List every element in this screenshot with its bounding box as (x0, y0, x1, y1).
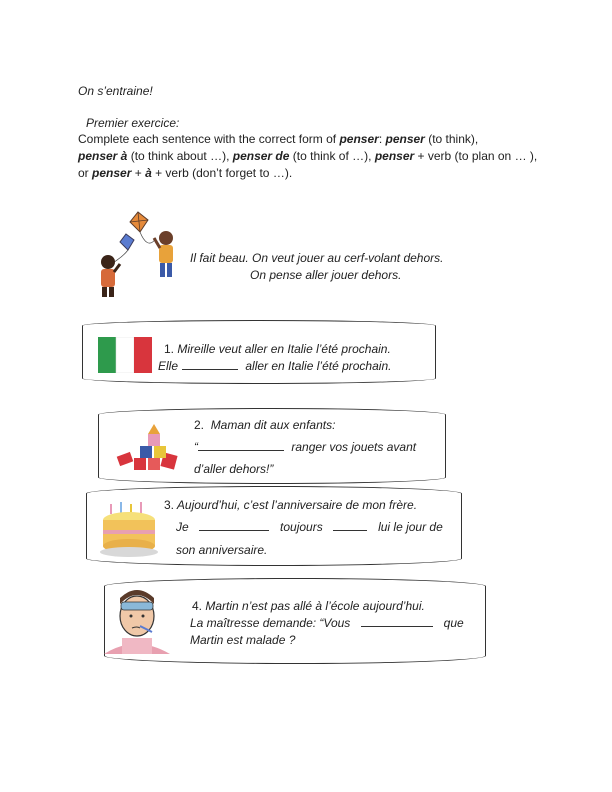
exercise-4-line-3: Martin est malade ? (190, 633, 296, 647)
exercise-3-line-1 (164, 498, 417, 513)
instr-text: or (78, 166, 93, 180)
exercise-1-subject: Elle (158, 359, 179, 373)
exercise-4-blank[interactable] (361, 616, 433, 627)
worksheet-title: On s’entraine! (78, 84, 153, 98)
exercise-3-adverb: toujours (280, 520, 323, 534)
exercise-2-line-3: d’aller dehors!” (194, 462, 274, 476)
instr-bold: penser (339, 132, 379, 146)
exercise-1-rest: aller en Italie l’été prochain. (245, 359, 392, 373)
exercise-1-line-1 (164, 342, 391, 357)
exercise-2-line-1 (194, 418, 335, 433)
instr-text: + verb (to plan on … ), (414, 149, 538, 163)
exercise-4-line-2 (190, 616, 464, 631)
exercise-2-rest: ranger vos jouets avant (291, 440, 417, 454)
instructions-line-1 (78, 132, 478, 147)
exercise-3-blank-1[interactable] (199, 520, 269, 531)
instr-text: : (378, 132, 386, 146)
exercise-4-sentence: Martin n’est pas allé à l’école aujourd’hui. (205, 599, 425, 613)
toy-blocks-icon (114, 424, 188, 472)
instr-text: (to think about …), (127, 149, 233, 163)
example-sentence-1: Il fait beau. On veut jouer au cerf-volant dehors. (190, 251, 444, 265)
kite-children-illustration (92, 208, 188, 300)
exercise-2-sentence: Maman dit aux enfants: (210, 418, 336, 432)
example-sentence-2: On pense aller jouer dehors. (250, 268, 402, 282)
exercise-2-quote-open: “ (194, 440, 198, 454)
instructions-line-2 (78, 149, 537, 164)
exercise-1-number: 1. (164, 342, 175, 356)
exercise-2-number: 2. (194, 418, 205, 432)
instr-text: (to think of …), (289, 149, 375, 163)
exercise-subtitle: Premier exercice: (86, 116, 180, 130)
exercise-3-number: 3. (164, 498, 175, 512)
exercise-4-number: 4. (192, 599, 203, 613)
instr-bold: à (145, 166, 152, 180)
exercise-2-blank[interactable] (198, 440, 284, 451)
italy-flag-icon (98, 337, 152, 373)
kite-icon (120, 234, 134, 250)
exercise-3-blank-2[interactable] (333, 520, 367, 531)
birthday-cake-icon (100, 502, 158, 558)
instr-bold: penser (385, 132, 425, 146)
exercise-3-sentence: Aujourd’hui, c’est l’anniversaire de mon frère. (176, 498, 418, 512)
exercise-1-blank[interactable] (182, 359, 238, 370)
exercise-4-prompt: La maîtresse demande: “Vous (190, 616, 351, 630)
exercise-2-line-2 (194, 440, 416, 455)
instr-bold: penser à (78, 149, 128, 163)
exercise-1-sentence: Mireille veut aller en Italie l’été prochain. (177, 342, 391, 356)
sick-boy-icon (104, 580, 170, 656)
exercise-4-line-1 (192, 599, 425, 614)
exercise-3-subject: Je (176, 520, 189, 534)
exercise-3-line-3: son anniversaire. (176, 543, 268, 557)
exercise-3-rest: lui le jour de (378, 520, 443, 534)
exercise-1-line-2 (158, 359, 391, 374)
exercise-3-line-2 (176, 520, 443, 535)
instr-bold: penser (92, 166, 132, 180)
instr-bold: penser (374, 149, 415, 163)
instr-text: Complete each sentence with the correct form of (78, 132, 340, 146)
exercise-4-que: que (443, 616, 464, 630)
instr-bold: penser de (232, 149, 290, 163)
instr-text: (to think), (424, 132, 479, 146)
instructions-line-3 (78, 166, 292, 181)
instr-text: + verb (don’t forget to …). (151, 166, 293, 180)
instr-text: + (131, 166, 146, 180)
